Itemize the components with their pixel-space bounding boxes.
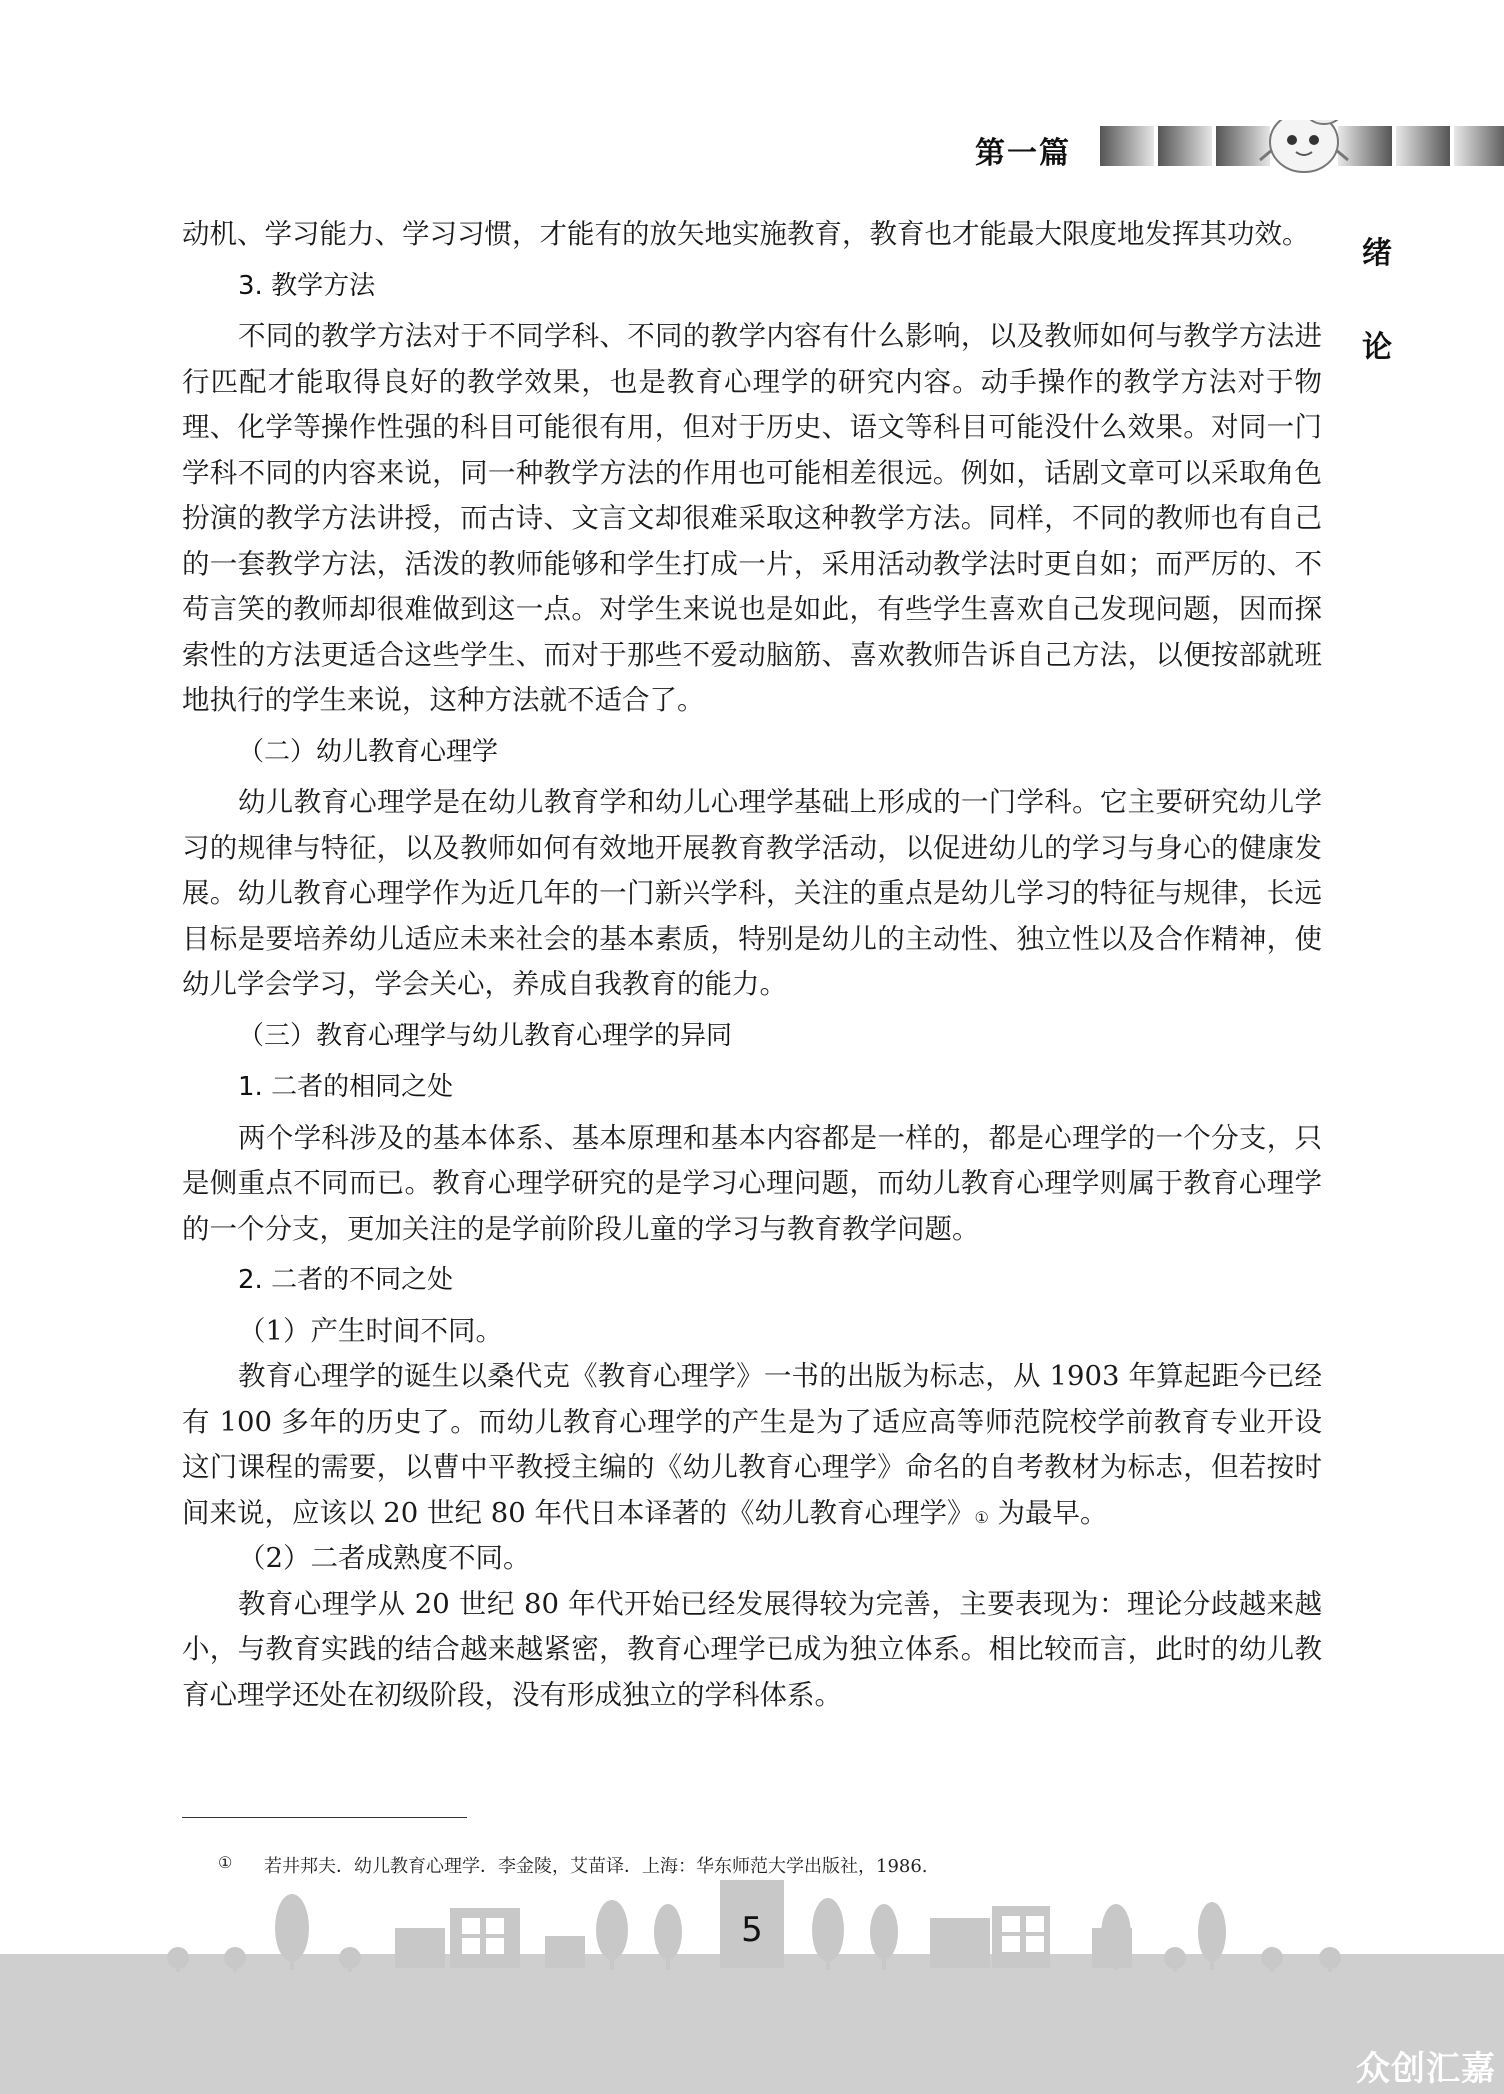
header-decoration [1100,120,1504,176]
page-body [182,212,1322,1718]
list-item: （1）产生时间不同。 [238,1314,503,1347]
page-number: 5 [741,1910,763,1950]
footnote-ref[interactable]: ① [974,1507,989,1527]
part-title: 第一篇 [975,136,1071,171]
footnote-text: 若井邦夫．幼儿教育心理学．李金陵，艾苗译．上海：华东师范大学出版社，1986. [264,1856,928,1877]
footnote-divider [182,1817,467,1818]
paragraph: 幼儿教育心理学是在幼儿教育学和幼儿心理学基础上形成的一门学科。它主要研究幼儿学习的规律与特征，以及教师如何有效地开展教育教学活动，以促进幼儿的学习与身心的健康发展。幼儿教育心理学作为近几年的一门新兴学科，关注的重点是幼儿学习的特征与规律，长远目标是要培养幼儿适应未来社会的基本素质，特别是幼儿的主动性、独立性以及合作精神，使幼儿学会学习，学会关心，养成自我教育的能力。 [182,786,1322,1000]
footnote-mark: ① [218,1853,233,1872]
list-item: （2）二者成熟度不同。 [238,1542,531,1574]
paragraph: 教育心理学从 20 世纪 80 年代开始已经发展得较为完善，主要表现为：理论分歧越来越小，与教育实践的结合越来越紧密，教育心理学已成为独立体系。相比较而言，此时的幼儿教育心理学还处在初级阶段，没有形成独立的学科体系。 [182,1587,1322,1711]
watermark: 众创汇嘉 [1356,2049,1496,2089]
paragraph: 两个学科涉及的基本体系、基本原理和基本内容都是一样的，都是心理学的一个分支，只是侧重点不同而已。教育心理学研究的是学习心理问题，而幼儿教育心理学则属于教育心理学的一个分支，更加关注的是学前阶段儿童的学习与教育教学问题。 [182,1121,1322,1245]
paragraph: 不同的教学方法对于不同学科、不同的教学内容有什么影响，以及教师如何与教学方法进行匹配才能取得良好的教学效果，也是教育心理学的研究内容。动手操作的教学方法对于物理、化学等操作性强的科目可能很有用，但对于历史、语文等科目可能没什么效果。对同一门学科不同的内容来说，同一种教学方法的作用也可能相差很远。例如，话剧文章可以采取角色扮演的教学方法讲授，而古诗、文言文却很难采取这种教学方法。同样，不同的教师也有自己的一套教学方法，活泼的教师能够和学生打成一片，采用活动教学法时更自如；而严厉的、不苟言笑的教师却很难做到这一点。对学生来说也是如此，有些学生喜欢自己发现问题，因而探索性的方法更适合这些学生、而对于那些不爱动脑筋、喜欢教师告诉自己方法，以便按部就班地执行的学生来说，这种方法就不适合了。 [182,320,1322,716]
subsection-heading: 1. 二者的相同之处 [238,1072,454,1102]
side-tab-char-2: 论 [1362,330,1392,365]
section-heading: （三）教育心理学与幼儿教育心理学的异同 [238,1020,733,1051]
side-tab-char-1: 绪 [1362,236,1392,271]
subsection-heading: 2. 二者的不同之处 [238,1265,454,1295]
paragraph-text: 教育心理学的诞生以桑代克《教育心理学》一书的出版为标志，从 1903 年算起距今已经有 100 多年的历史了。而幼儿教育心理学的产生是为了适应高等师范院校学前教育专业开设这门课程的需要，以曹中平教授主编的《幼儿教育心理学》命名的自考教材为标志，但若按时间来说，应该以 20 世纪 80 年代日本译著的《幼儿教育心理学》 [182,1360,1322,1529]
paragraph-text-tail: 为最早。 [988,1496,1108,1529]
section-heading: 3. 教学方法 [238,270,376,301]
footer-decoration [0,1870,1504,2094]
paragraph [182,1354,1322,1536]
section-heading: （二）幼儿教育心理学 [238,736,499,767]
paragraph: 动机、学习能力、学习习惯，才能有的放矢地实施教育，教育也才能最大限度地发挥其功效。 [182,218,1310,250]
mascot-icon [1260,120,1348,172]
